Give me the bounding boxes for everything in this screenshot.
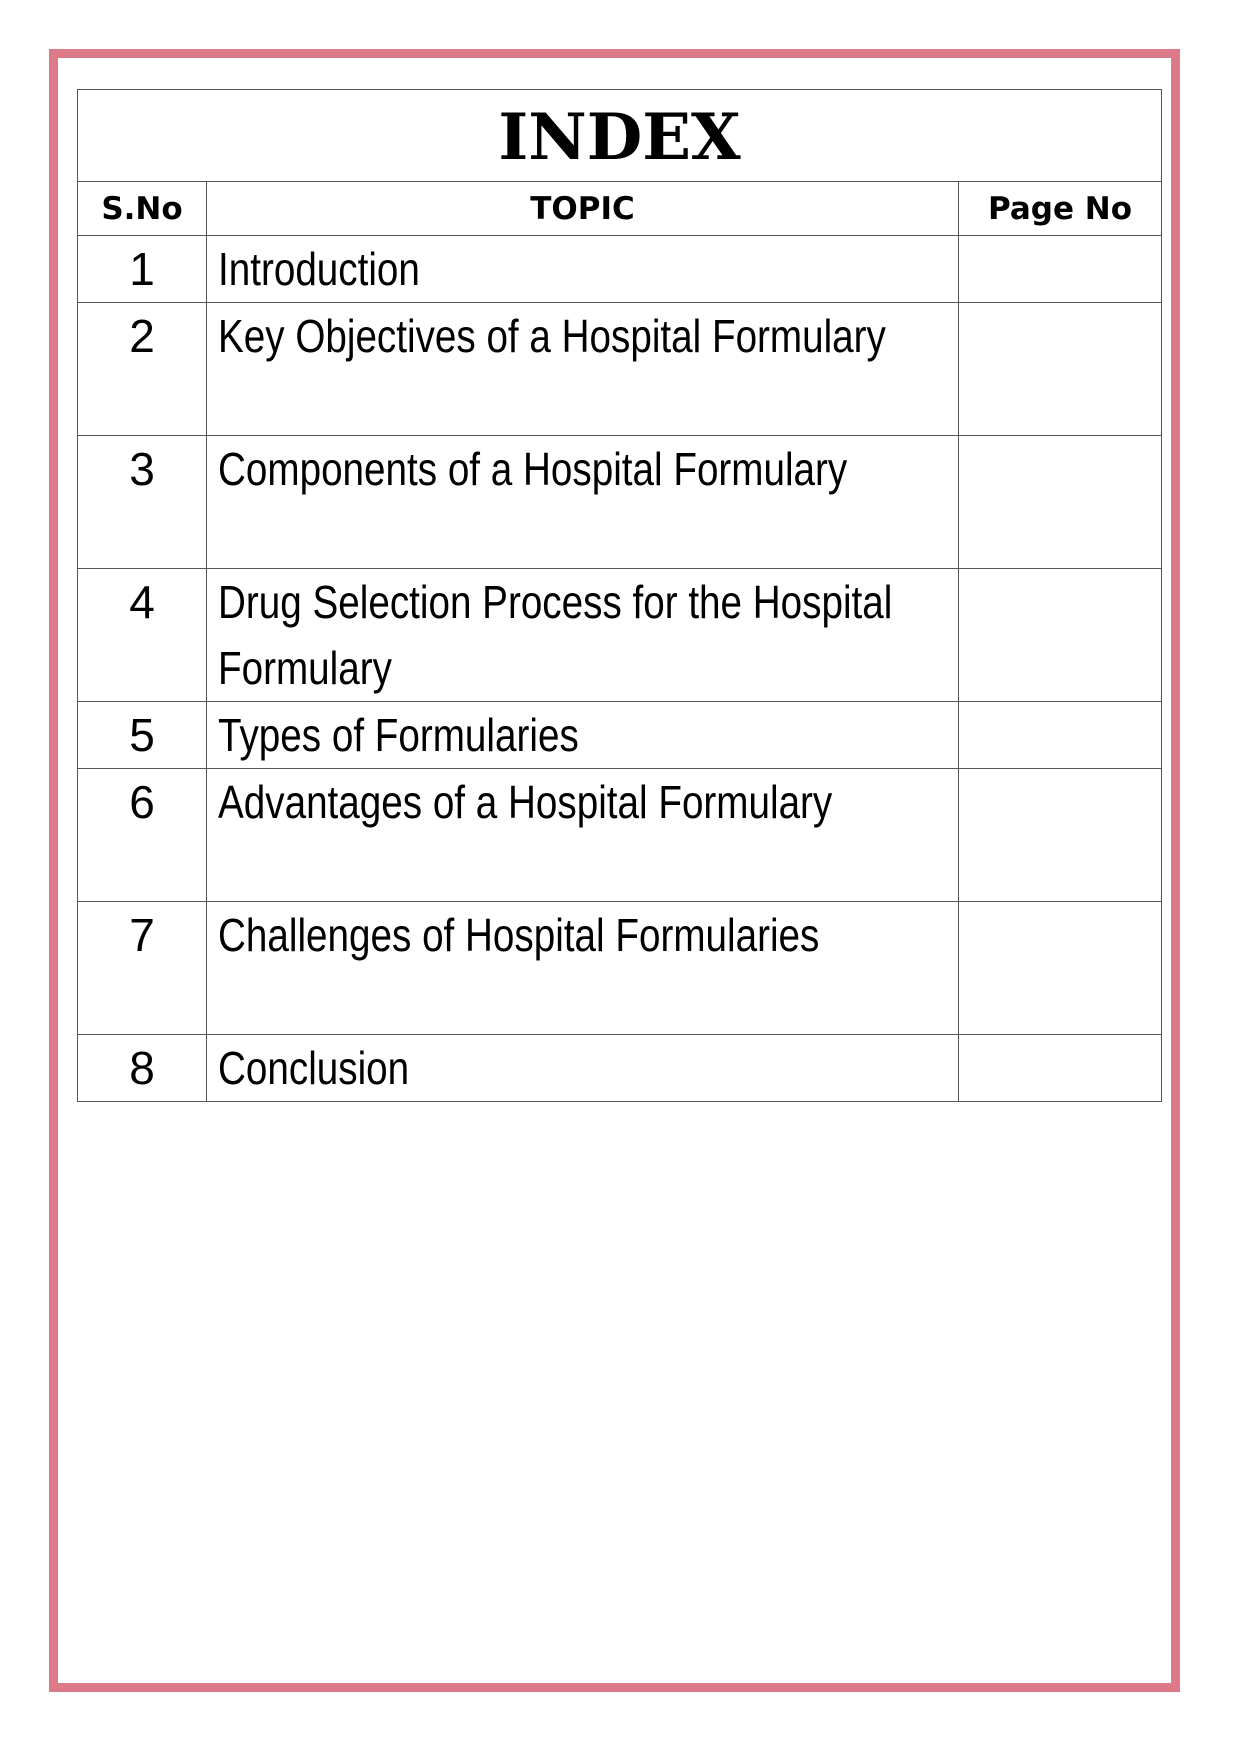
page-no-header: Page No [959, 182, 1162, 236]
row-sno: 4 [78, 569, 207, 702]
row-page-no [959, 902, 1162, 1035]
row-page-no [959, 1035, 1162, 1102]
row-page-no [959, 702, 1162, 769]
row-page-no [959, 236, 1162, 303]
row-page-no [959, 769, 1162, 902]
row-topic-text: Challenges of Hospital Formularies [218, 909, 820, 961]
title-row [78, 90, 1162, 182]
row-topic [207, 569, 959, 702]
index-table [77, 89, 1162, 1102]
row-topic-text: Drug Selection Process for the Hospital Formulary [218, 576, 893, 694]
row-topic-text: Components of a Hospital Formulary [218, 443, 848, 495]
row-sno: 1 [78, 236, 207, 303]
index-title: INDEX [78, 90, 1162, 182]
row-topic [207, 303, 959, 436]
table-row [78, 303, 1162, 436]
row-sno: 7 [78, 902, 207, 1035]
row-page-no [959, 436, 1162, 569]
row-topic [207, 236, 959, 303]
row-sno: 3 [78, 436, 207, 569]
table-row [78, 569, 1162, 702]
row-topic-text: Conclusion [218, 1042, 410, 1094]
row-sno: 2 [78, 303, 207, 436]
row-topic [207, 436, 959, 569]
row-topic [207, 769, 959, 902]
table-row [78, 236, 1162, 303]
header-row [78, 182, 1162, 236]
row-sno: 8 [78, 1035, 207, 1102]
row-page-no [959, 303, 1162, 436]
table-row [78, 902, 1162, 1035]
row-topic-text: Advantages of a Hospital Formulary [218, 776, 833, 828]
row-topic [207, 902, 959, 1035]
row-topic-text: Introduction [218, 243, 420, 295]
row-topic [207, 1035, 959, 1102]
row-topic-text: Key Objectives of a Hospital Formulary [218, 310, 886, 362]
table-row [78, 1035, 1162, 1102]
row-sno: 6 [78, 769, 207, 902]
table-row [78, 769, 1162, 902]
table-row [78, 702, 1162, 769]
row-topic [207, 702, 959, 769]
row-sno: 5 [78, 702, 207, 769]
sno-header: S.No [78, 182, 207, 236]
table-row [78, 436, 1162, 569]
row-page-no [959, 569, 1162, 702]
topic-header: TOPIC [207, 182, 959, 236]
row-topic-text: Types of Formularies [218, 709, 579, 761]
